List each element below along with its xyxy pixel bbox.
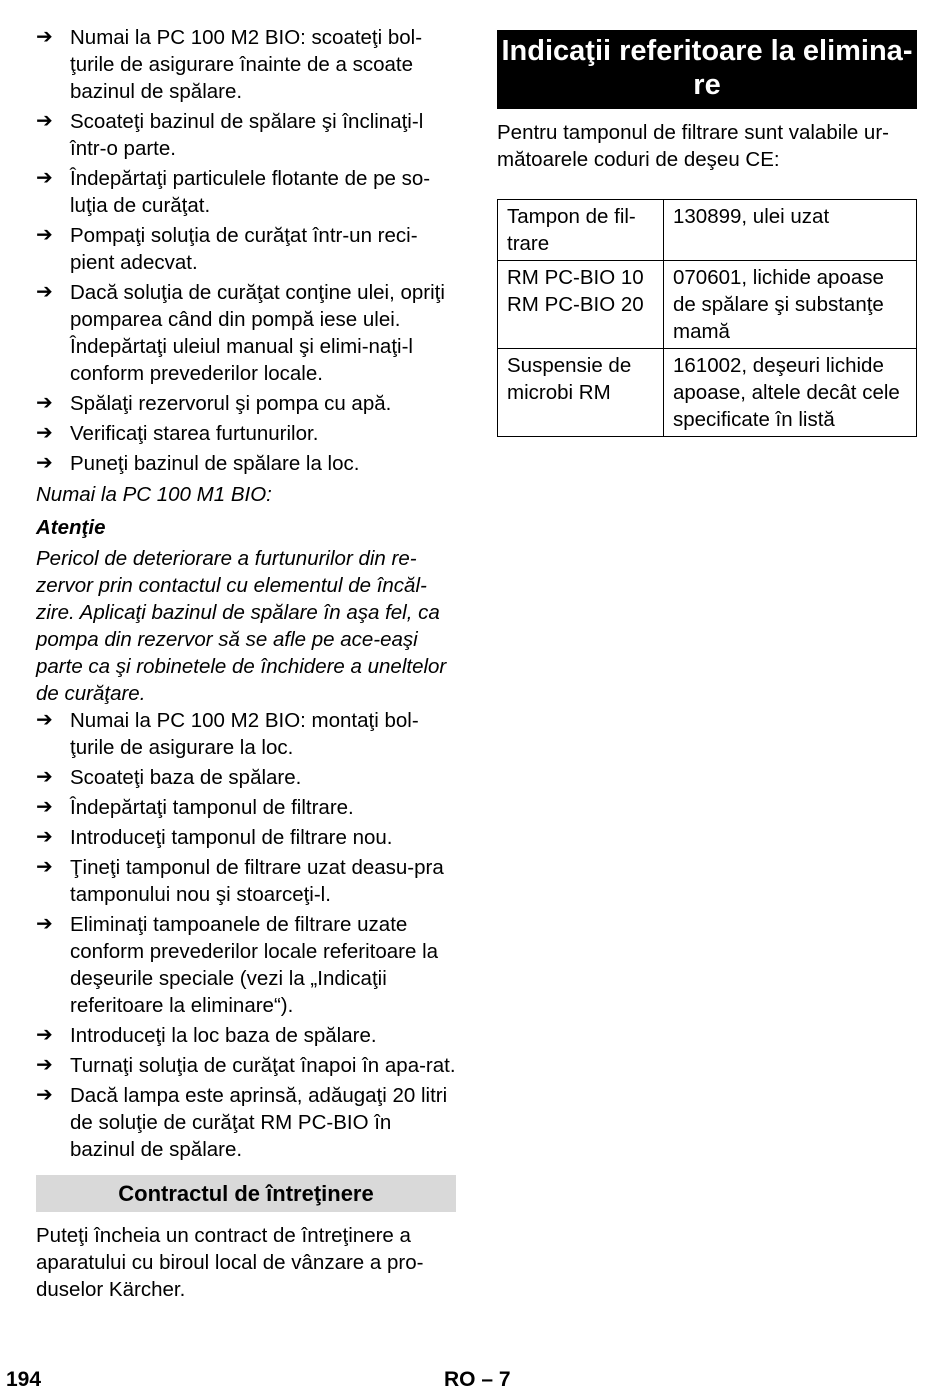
arrow-right-icon: ➔ [36,826,53,848]
arrow-right-icon: ➔ [36,452,53,474]
arrow-right-icon: ➔ [36,281,53,303]
step-text: Verificaţi starea furtunurilor. [70,422,319,445]
step-text: Dacă lampa este aprinsă, adăugaţi 20 litri de soluţie de curăţat RM PC-BIO în bazinul de spălare. [70,1084,448,1161]
waste-code-cell: 070601, lichide apoase de spălare şi substanţe mamă [664,261,917,349]
arrow-right-icon: ➔ [36,1084,53,1106]
step-item [36,24,456,105]
step-item [36,794,456,821]
step-item [36,390,456,417]
right-column [497,30,917,437]
arrow-right-icon: ➔ [36,224,53,246]
waste-code-cell: 161002, deşeuri lichide apoase, altele decât cele specificate în listă [664,349,917,437]
step-text: Dacă soluţia de curăţat conţine ulei, opriţi pomparea când din pompă iese ulei. Îndepărtaţi uleiul manual şi elimi-naţi-l conform prevederilor locale. [70,281,445,385]
step-item [36,1082,456,1163]
step-text: Numai la PC 100 M2 BIO: scoateţi bol-ţurile de asigurare înainte de a scoate bazinul de spălare. [70,26,423,103]
arrow-right-icon: ➔ [36,110,53,132]
arrow-right-icon: ➔ [36,1054,53,1076]
step-text: Scoateţi baza de spălare. [70,766,302,789]
steps-list-a [36,24,456,477]
arrow-right-icon: ➔ [36,913,53,935]
step-text: Îndepărtaţi particulele flotante de pe so-luţia de curăţat. [70,167,431,217]
table-row [498,200,917,261]
left-column [36,24,456,1303]
arrow-right-icon: ➔ [36,709,53,731]
step-item [36,764,456,791]
step-item [36,1052,456,1079]
step-text: Ţineţi tamponul de filtrare uzat deasu-pra tamponului nou şi stoarceţi-l. [70,856,444,906]
contract-text: Puteţi încheia un contract de întreţinere a aparatului cu biroul local de vânzare a pro-duselor Kärcher. [36,1224,424,1301]
step-text: Puneţi bazinul de spălare la loc. [70,452,360,475]
steps-list-b [36,707,456,1163]
step-item [36,854,456,908]
step-text: Eliminaţi tampoanele de filtrare uzate conform prevederilor locale referitoare la deşeurile speciale (vezi la „Indicaţii referitoare la eliminare“). [70,913,439,1017]
step-item [36,911,456,1019]
step-text: Introduceţi tamponul de filtrare nou. [70,826,393,849]
language-page-label: RO – 7 [444,1368,511,1391]
step-item [36,824,456,851]
step-text: Pompaţi soluţia de curăţat într-un reci-pient adecvat. [70,224,418,274]
step-item [36,450,456,477]
disposal-heading: Indicaţii referitoare la elimina-re [497,30,917,109]
arrow-right-icon: ➔ [36,766,53,788]
waste-code-cell: 130899, ulei uzat [664,200,917,261]
step-item [36,222,456,276]
step-item [36,108,456,162]
disposal-intro: Pentru tamponul de filtrare sunt valabile ur-mătoarele coduri de deşeu CE: [497,121,889,171]
arrow-right-icon: ➔ [36,422,53,444]
waste-item-cell: Suspensie de microbi RM [498,349,664,437]
arrow-right-icon: ➔ [36,1024,53,1046]
step-text: Numai la PC 100 M2 BIO: montaţi bol-ţurile de asigurare la loc. [70,709,419,759]
arrow-right-icon: ➔ [36,167,53,189]
arrow-right-icon: ➔ [36,26,53,48]
step-text: Introduceţi la loc baza de spălare. [70,1024,377,1047]
step-text: Spălaţi rezervorul şi pompa cu apă. [70,392,392,415]
arrow-right-icon: ➔ [36,392,53,414]
step-text: Scoateţi bazinul de spălare şi înclinaţi-l într-o parte. [70,110,424,160]
page-number: 194 [6,1368,42,1391]
waste-code-table [497,199,917,437]
table-row [498,261,917,349]
note-m1: Numai la PC 100 M1 BIO: [36,483,272,506]
waste-item-cell: Tampon de fil-trare [498,200,664,261]
waste-item-cell: RM PC-BIO 10 RM PC-BIO 20 [498,261,664,349]
arrow-right-icon: ➔ [36,796,53,818]
step-item [36,279,456,387]
step-item [36,707,456,761]
step-text: Turnaţi soluţia de curăţat înapoi în apa-rat. [70,1054,456,1077]
arrow-right-icon: ➔ [36,856,53,878]
attention-body: Pericol de deteriorare a furtunurilor din re-zervor prin contactul cu elementul de încăl-zire. Aplicaţi bazinul de spălare în aşa fel, ca pompa din rezervor să se afle pe ace-eaşi parte ca şi robinetele de închidere a uneltelor de curăţare. [36,547,447,705]
attention-title: Atenţie [36,516,106,539]
step-item [36,165,456,219]
table-row [498,349,917,437]
contract-heading: Contractul de întreţinere [36,1175,456,1212]
step-item [36,1022,456,1049]
step-item [36,420,456,447]
step-text: Îndepărtaţi tamponul de filtrare. [70,796,354,819]
